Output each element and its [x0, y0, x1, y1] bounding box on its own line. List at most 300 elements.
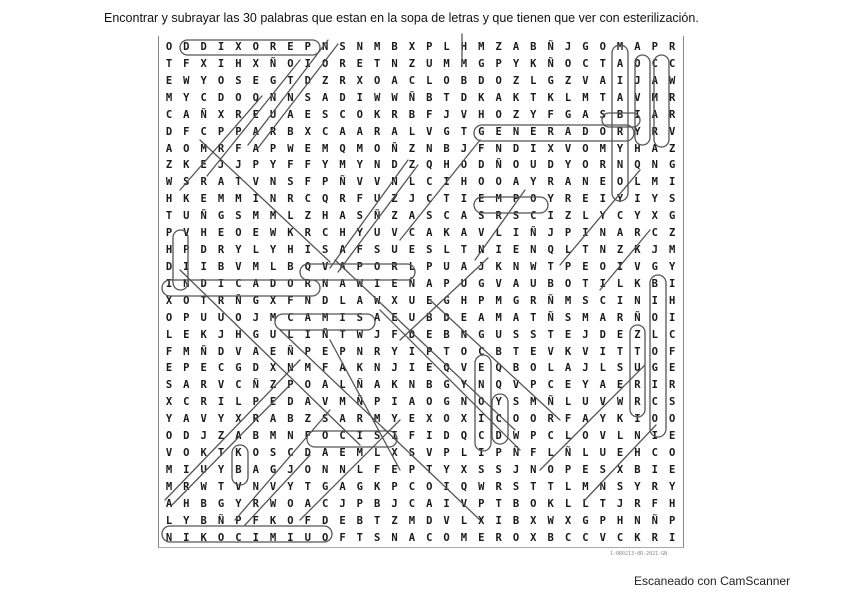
grid-letter: A [374, 311, 381, 324]
grid-letter: P [391, 480, 398, 493]
grid-letter: A [391, 74, 398, 87]
grid-letter: O [599, 260, 606, 273]
grid-letter: C [200, 125, 207, 138]
grid-letter: N [530, 464, 537, 476]
grid-letter: X [269, 362, 277, 375]
grid-letter: I [391, 396, 398, 409]
grid-letter: O [495, 176, 502, 189]
grid-letter: Ñ [564, 447, 572, 460]
grid-letter: Y [668, 480, 676, 493]
grid-letter: N [634, 294, 641, 307]
grid-letter: T [512, 345, 520, 358]
grid-letter: P [183, 311, 190, 324]
grid-letter: P [235, 125, 242, 138]
grid-letter: Y [217, 464, 225, 476]
grid-letter: D [183, 41, 190, 53]
grid-letter: W [183, 74, 190, 87]
grid-letter: E [460, 311, 468, 324]
grid-letter: S [356, 311, 363, 324]
grid-letter: U [599, 447, 606, 460]
grid-letter: F [478, 142, 485, 155]
grid-letter: K [269, 514, 277, 527]
grid-letter: E [530, 125, 537, 138]
grid-letter: C [478, 345, 485, 358]
grid-letter: A [339, 413, 346, 426]
grid-letter: X [460, 413, 468, 426]
grid-letter: A [426, 227, 433, 240]
grid-letter: I [408, 362, 416, 375]
grid-letter: Z [668, 142, 676, 155]
grid-letter: N [478, 379, 485, 392]
grid-letter: X [235, 41, 242, 53]
grid-letter: I [356, 91, 363, 104]
grid-letter: E [582, 260, 589, 273]
grid-letter: Q [339, 142, 346, 155]
grid-letter: J [478, 260, 485, 273]
grid-letter: N [287, 91, 294, 104]
grid-letter: Ñ [512, 447, 520, 460]
grid-letter: X [200, 57, 207, 70]
grid-letter: L [408, 125, 416, 138]
grid-letter: L [443, 41, 450, 53]
grid-letter: V [183, 227, 190, 240]
grid-letter: W [200, 480, 207, 493]
grid-letter: K [356, 362, 363, 375]
grid-letter: X [235, 413, 242, 426]
grid-letter: U [582, 396, 589, 409]
grid-letter: T [426, 464, 433, 476]
grid-letter: C [183, 396, 190, 409]
grid-letter: N [321, 277, 329, 290]
grid-letter: C [408, 74, 416, 87]
grid-letter: Y [651, 193, 658, 206]
grid-letter: I [651, 294, 658, 307]
grid-letter: M [269, 430, 277, 443]
grid-letter: S [235, 210, 242, 223]
grid-letter: R [616, 311, 624, 324]
grid-letter: E [165, 74, 173, 87]
grid-letter: G [217, 497, 225, 510]
grid-letter: H [478, 108, 485, 121]
grid-letter: L [408, 176, 416, 189]
grid-letter: S [668, 396, 676, 409]
grid-letter: S [321, 108, 329, 121]
grid-letter: Y [165, 413, 173, 426]
grid-letter: Z [321, 74, 329, 87]
grid-letter: E [426, 362, 433, 375]
grid-letter: E [564, 328, 572, 341]
grid-letter: D [443, 430, 450, 443]
grid-letter: I [651, 379, 658, 392]
grid-letter: M [651, 91, 658, 104]
grid-letter: I [599, 345, 606, 358]
grid-letter: P [165, 227, 173, 240]
grid-letter: T [374, 57, 381, 70]
grid-letter: H [200, 227, 207, 240]
grid-letter: P [512, 193, 520, 206]
grid-letter: O [443, 74, 450, 87]
grid-letter: A [252, 277, 259, 290]
grid-letter: I [183, 260, 190, 273]
grid-letter: O [478, 176, 485, 189]
grid-letter: I [443, 480, 450, 493]
grid-letter: R [495, 531, 502, 544]
grid-letter: J [460, 142, 468, 155]
grid-letter: O [217, 531, 225, 544]
grid-letter: N [599, 244, 606, 257]
grid-letter: V [547, 345, 554, 358]
grid-letter: W [287, 142, 294, 155]
grid-letter: L [547, 362, 554, 375]
grid-letter: L [165, 514, 173, 527]
grid-letter: C [408, 480, 416, 493]
grid-letter: D [460, 91, 468, 104]
grid-letter: M [269, 531, 277, 544]
grid-letter: H [668, 497, 676, 510]
grid-letter: C [668, 57, 676, 70]
grid-letter: C [651, 396, 658, 409]
grid-letter: U [495, 328, 502, 341]
grid-letter: P [287, 379, 294, 392]
grid-letter: J [616, 497, 624, 510]
grid-letter: U [460, 277, 468, 290]
grid-letter: O [374, 260, 381, 273]
grid-letter: B [287, 413, 294, 426]
grid-letter: M [599, 142, 606, 155]
grid-letter: Z [304, 413, 311, 426]
grid-letter: P [339, 345, 346, 358]
grid-letter: Z [391, 210, 398, 223]
grid-letter: L [547, 447, 554, 460]
grid-letter: B [651, 277, 658, 290]
grid-letter: Q [495, 362, 502, 375]
grid-letter: H [165, 193, 173, 206]
grid-letter: G [443, 294, 450, 307]
grid-letter: Ñ [287, 345, 294, 358]
grid-letter: I [165, 277, 173, 290]
grid-letter: G [582, 41, 589, 53]
grid-letter: F [304, 176, 311, 189]
grid-letter: V [478, 227, 485, 240]
grid-letter: N [599, 227, 606, 240]
grid-letter: I [512, 227, 520, 240]
grid-letter: T [235, 176, 242, 189]
grid-letter: X [391, 447, 398, 460]
grid-letter: F [304, 430, 311, 443]
grid-letter: E [616, 379, 624, 392]
grid-letter: V [460, 108, 468, 121]
grid-letter: S [408, 447, 416, 460]
grid-letter: L [599, 362, 606, 375]
grid-letter: Y [668, 260, 676, 273]
grid-letter: E [200, 159, 207, 172]
grid-letter: L [339, 379, 346, 392]
grid-letter: G [668, 159, 676, 172]
grid-letter: K [183, 193, 190, 206]
grid-letter: F [287, 294, 294, 307]
grid-letter: R [200, 176, 207, 189]
grid-letter: F [321, 362, 329, 375]
grid-letter: S [512, 396, 520, 409]
grid-letter: M [374, 41, 381, 53]
grid-letter: Y [269, 159, 277, 172]
grid-letter: O [495, 74, 502, 87]
grid-letter: X [391, 294, 398, 307]
grid-letter: E [304, 108, 311, 121]
grid-letter: K [374, 480, 381, 493]
grid-letter: M [495, 311, 502, 324]
grid-letter: P [304, 41, 311, 53]
grid-letter: P [668, 514, 676, 527]
grid-letter: Y [321, 159, 329, 172]
grid-letter: N [252, 480, 259, 493]
grid-letter: P [495, 447, 502, 460]
grid-letter: L [582, 447, 589, 460]
grid-letter: I [616, 294, 624, 307]
grid-letter: Y [634, 480, 641, 493]
grid-letter: L [564, 396, 572, 409]
grid-letter: A [339, 260, 346, 273]
grid-letter: T [217, 480, 225, 493]
grid-letter: G [478, 57, 485, 70]
grid-letter: C [426, 193, 433, 206]
grid-letter: Z [165, 159, 173, 172]
grid-letter: L [356, 464, 363, 476]
grid-letter: L [616, 277, 624, 290]
grid-letter: J [651, 244, 658, 257]
grid-letter: F [391, 328, 398, 341]
grid-letter: Z [391, 514, 398, 527]
grid-letter: C [235, 379, 242, 392]
grid-letter: F [356, 193, 363, 206]
grid-letter: M [321, 311, 329, 324]
grid-letter: R [252, 413, 259, 426]
grid-letter: W [374, 91, 381, 104]
grid-letter: A [460, 227, 468, 240]
grid-letter: O [374, 142, 381, 155]
grid-letter: N [356, 41, 363, 53]
grid-letter: S [165, 379, 173, 392]
grid-letter: I [408, 345, 416, 358]
grid-letter: I [668, 277, 676, 290]
grid-letter: Y [460, 379, 468, 392]
grid-letter: O [321, 430, 329, 443]
grid-letter: B [634, 464, 641, 476]
grid-letter: Ñ [217, 514, 225, 527]
grid-letter: L [582, 210, 589, 223]
grid-letter: R [391, 260, 398, 273]
grid-letter: N [287, 362, 294, 375]
grid-letter: C [408, 227, 416, 240]
grid-letter: C [165, 108, 173, 121]
grid-letter: D [339, 91, 346, 104]
grid-letter: C [304, 193, 311, 206]
grid-letter: A [616, 57, 624, 70]
grid-letter: B [426, 311, 433, 324]
grid-letter: O [321, 531, 329, 544]
grid-letter: I [668, 531, 676, 544]
grid-letter: E [356, 57, 363, 70]
grid-letter: D [478, 74, 485, 87]
grid-letter: U [374, 227, 381, 240]
grid-letter: S [564, 311, 572, 324]
grid-letter: P [651, 41, 658, 53]
grid-letter: O [460, 345, 468, 358]
grid-letter: Ñ [547, 311, 554, 324]
grid-letter: N [391, 531, 398, 544]
grid-letter: A [304, 396, 311, 409]
grid-letter: A [339, 244, 346, 257]
grid-letter: M [495, 193, 502, 206]
grid-letter: V [634, 91, 641, 104]
grid-letter: L [443, 244, 450, 257]
grid-letter: J [374, 328, 381, 341]
grid-letter: T [165, 210, 173, 223]
grid-letter: I [616, 74, 624, 87]
grid-letter: O [599, 41, 606, 53]
grid-letter: L [287, 210, 294, 223]
grid-letter: Y [269, 244, 277, 257]
grid-letter: V [426, 125, 433, 138]
grid-letter: O [374, 74, 381, 87]
grid-letter: H [183, 497, 190, 510]
grid-letter: S [321, 244, 329, 257]
grid-letter: N [356, 345, 363, 358]
grid-letter: A [408, 531, 416, 544]
grid-letter: N [634, 514, 641, 527]
grid-letter: U [426, 57, 433, 70]
grid-letter: O [651, 413, 658, 426]
grid-letter: U [217, 311, 225, 324]
grid-letter: I [217, 277, 225, 290]
grid-letter: E [304, 142, 311, 155]
grid-letter: T [217, 447, 225, 460]
grid-letter: G [478, 125, 485, 138]
grid-letter: B [408, 108, 416, 121]
grid-letter: A [321, 379, 329, 392]
grid-letter: O [252, 41, 259, 53]
grid-letter: M [460, 57, 468, 70]
grid-letter: S [599, 464, 606, 476]
grid-letter: H [460, 294, 468, 307]
grid-letter: J [339, 497, 346, 510]
grid-letter: Z [408, 57, 416, 70]
grid-letter: Y [183, 91, 190, 104]
grid-letter: C [408, 497, 416, 510]
grid-letter: I [443, 497, 450, 510]
grid-letter: A [339, 210, 346, 223]
grid-letter: P [478, 497, 485, 510]
grid-letter: A [616, 91, 624, 104]
grid-letter: F [564, 413, 572, 426]
grid-letter: A [512, 311, 520, 324]
grid-letter: A [512, 277, 520, 290]
grid-letter: Ñ [356, 396, 363, 409]
grid-letter: M [321, 142, 329, 155]
grid-letter: Z [512, 74, 520, 87]
grid-letter: O [530, 497, 537, 510]
grid-letter: M [217, 193, 225, 206]
grid-letter: C [582, 531, 589, 544]
grid-letter: B [200, 514, 207, 527]
grid-letter: Ñ [547, 294, 554, 307]
grid-letter: Q [426, 159, 433, 172]
grid-letter: E [165, 362, 173, 375]
grid-letter: H [634, 447, 641, 460]
grid-letter: L [495, 227, 502, 240]
grid-letter: O [668, 413, 676, 426]
grid-letter: F [287, 159, 294, 172]
grid-letter: N [321, 41, 329, 53]
grid-letter: Y [547, 193, 554, 206]
grid-letter: I [668, 176, 676, 189]
grid-letter: V [252, 176, 259, 189]
grid-letter: P [408, 464, 416, 476]
grid-letter: J [582, 328, 589, 341]
grid-letter: A [512, 41, 520, 53]
grid-letter: O [582, 159, 589, 172]
grid-letter: Y [217, 413, 225, 426]
grid-letter: E [391, 464, 398, 476]
grid-letter: J [391, 497, 398, 510]
grid-letter: A [582, 413, 589, 426]
grid-letter: B [547, 531, 554, 544]
grid-letter: R [634, 379, 641, 392]
grid-letter: F [304, 159, 311, 172]
grid-letter: O [183, 142, 190, 155]
grid-letter: Ñ [235, 294, 242, 307]
grid-letter: V [426, 447, 433, 460]
grid-letter: E [582, 464, 589, 476]
grid-letter: U [530, 159, 537, 172]
grid-letter: O [564, 57, 572, 70]
grid-letter: C [287, 447, 294, 460]
grid-letter: E [426, 328, 433, 341]
grid-letter: N [269, 91, 277, 104]
grid-letter: K [547, 91, 554, 104]
grid-letter: F [252, 514, 259, 527]
grid-letter: D [321, 514, 329, 527]
grid-letter: R [668, 41, 676, 53]
grid-letter: F [668, 345, 676, 358]
grid-letter: O [547, 464, 554, 476]
grid-letter: T [599, 57, 606, 70]
grid-letter: C [668, 328, 676, 341]
grid-letter: A [478, 311, 485, 324]
grid-letter: E [408, 413, 416, 426]
grid-letter: S [426, 244, 433, 257]
grid-letter: E [512, 244, 520, 257]
grid-letter: L [564, 480, 572, 493]
grid-letter: Y [183, 514, 190, 527]
grid-letter: D [217, 345, 225, 358]
grid-letter: O [287, 514, 294, 527]
grid-letter: I [217, 396, 225, 409]
grid-letter: C [426, 176, 433, 189]
grid-letter: V [269, 480, 277, 493]
grid-letter: Ñ [408, 91, 416, 104]
grid-letter: N [616, 159, 624, 172]
grid-letter: U [374, 193, 381, 206]
grid-letter: R [495, 210, 502, 223]
grid-letter: I [530, 142, 537, 155]
grid-letter: T [339, 328, 346, 341]
grid-letter: E [252, 227, 259, 240]
grid-letter: J [217, 159, 225, 172]
grid-letter: E [582, 193, 589, 206]
grid-letter: I [634, 193, 641, 206]
grid-letter: D [269, 277, 277, 290]
